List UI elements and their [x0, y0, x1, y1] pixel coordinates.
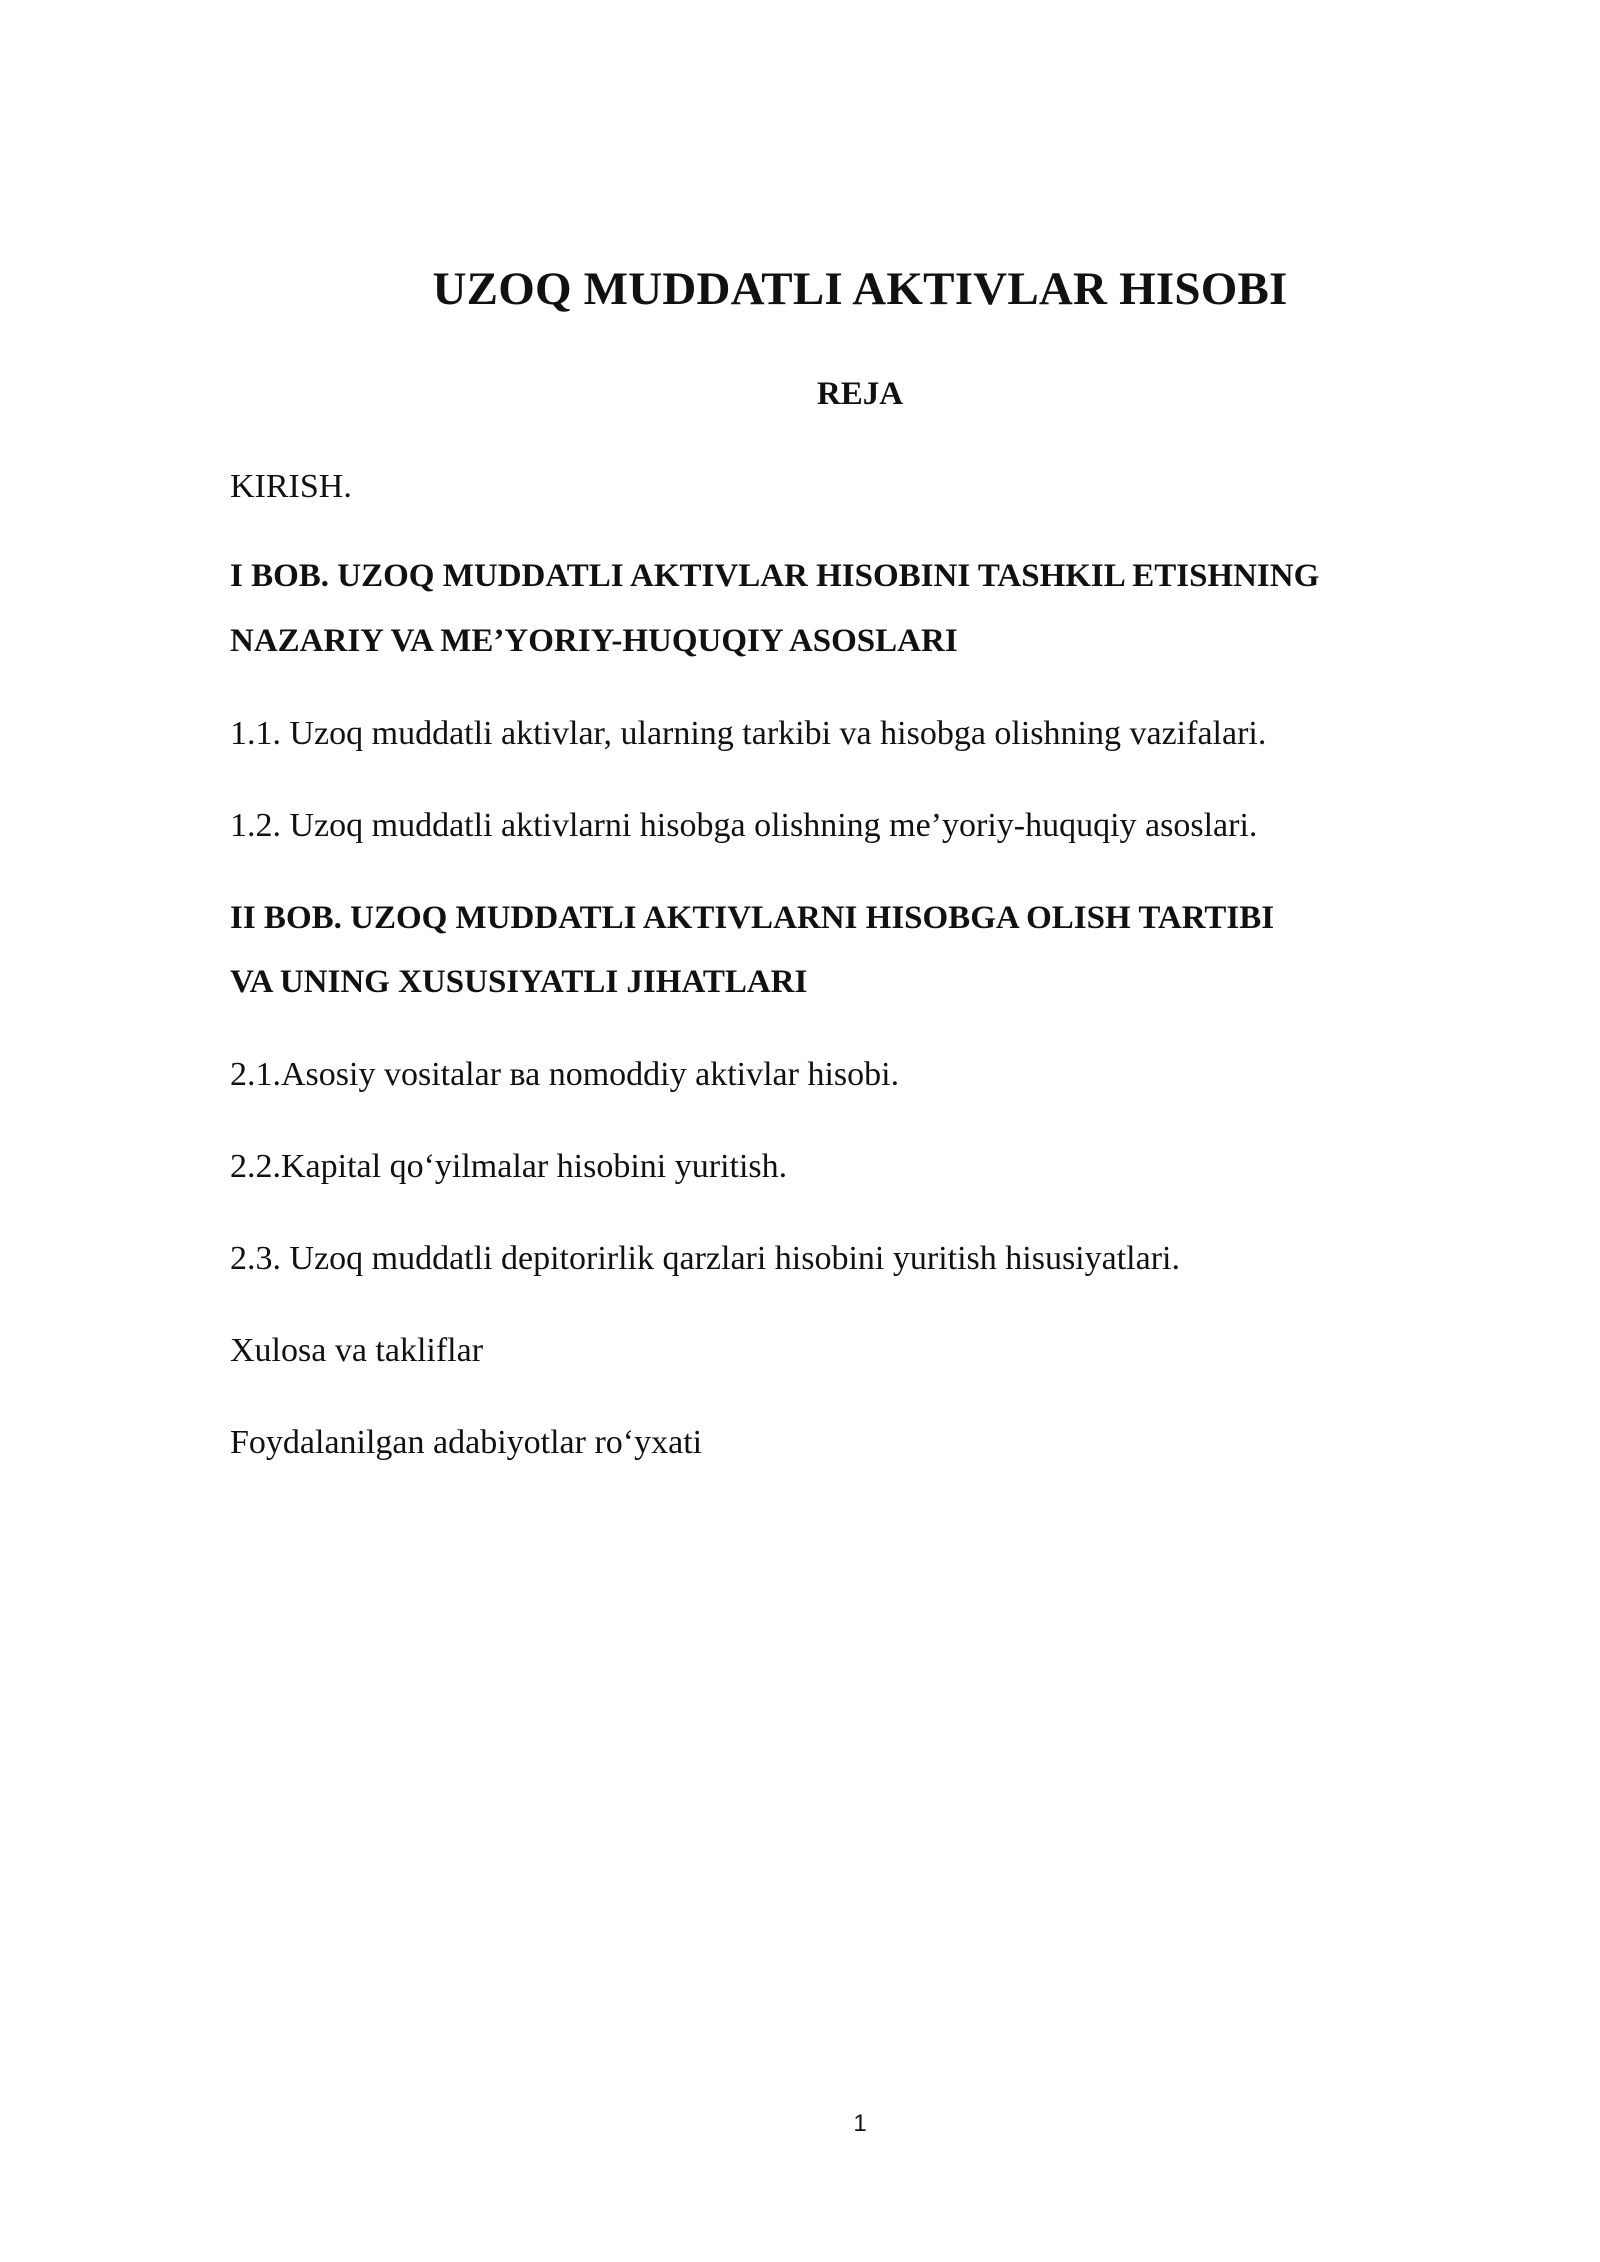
section-2-2: 2.2.Kapital qo‘yilmalar hisobini yuritish.: [230, 1148, 788, 1185]
page-number: 1: [853, 2110, 867, 2137]
section-2-3: 2.3. Uzoq muddatli depitorirlik qarzlari hisobini yuritish hisusiyatlari.: [230, 1240, 1180, 1277]
chapter-2-heading-line-1: II BOB. UZOQ MUDDATLI AKTIVLARNI HISOBGA OLISH TARTIBI: [230, 900, 1275, 936]
section-1-1: 1.1. Uzoq muddatli aktivlar, ularning tarkibi va hisobga olishning vazifalari.: [230, 715, 1267, 752]
section-1-2: 1.2. Uzoq muddatli aktivlarni hisobga olishning me’yoriy-huquqiy asoslari.: [230, 807, 1258, 844]
intro-item: KIRISH.: [230, 468, 352, 505]
conclusion-item: Xulosa va takliflar: [230, 1332, 484, 1369]
references-item: Foydalanilgan adabiyotlar ro‘yxati: [230, 1424, 703, 1461]
section-2-1: 2.1.Asosiy vositalar ва nomoddiy aktivlar hisobi.: [230, 1056, 900, 1093]
plan-heading: REJA: [816, 376, 904, 412]
chapter-1-heading-line-2: NAZARIY VA ME’YORIY-HUQUQIY ASOSLARI: [230, 623, 958, 659]
document-title: UZOQ MUDDATLI AKTIVLAR HISOBI: [432, 263, 1288, 315]
chapter-2-heading-line-2: VA UNING XUSUSIYATLI JIHATLARI: [230, 964, 808, 1000]
chapter-1-heading-line-1: I BOB. UZOQ MUDDATLI AKTIVLAR HISOBINI TASHKIL ETISHNING: [230, 558, 1320, 594]
